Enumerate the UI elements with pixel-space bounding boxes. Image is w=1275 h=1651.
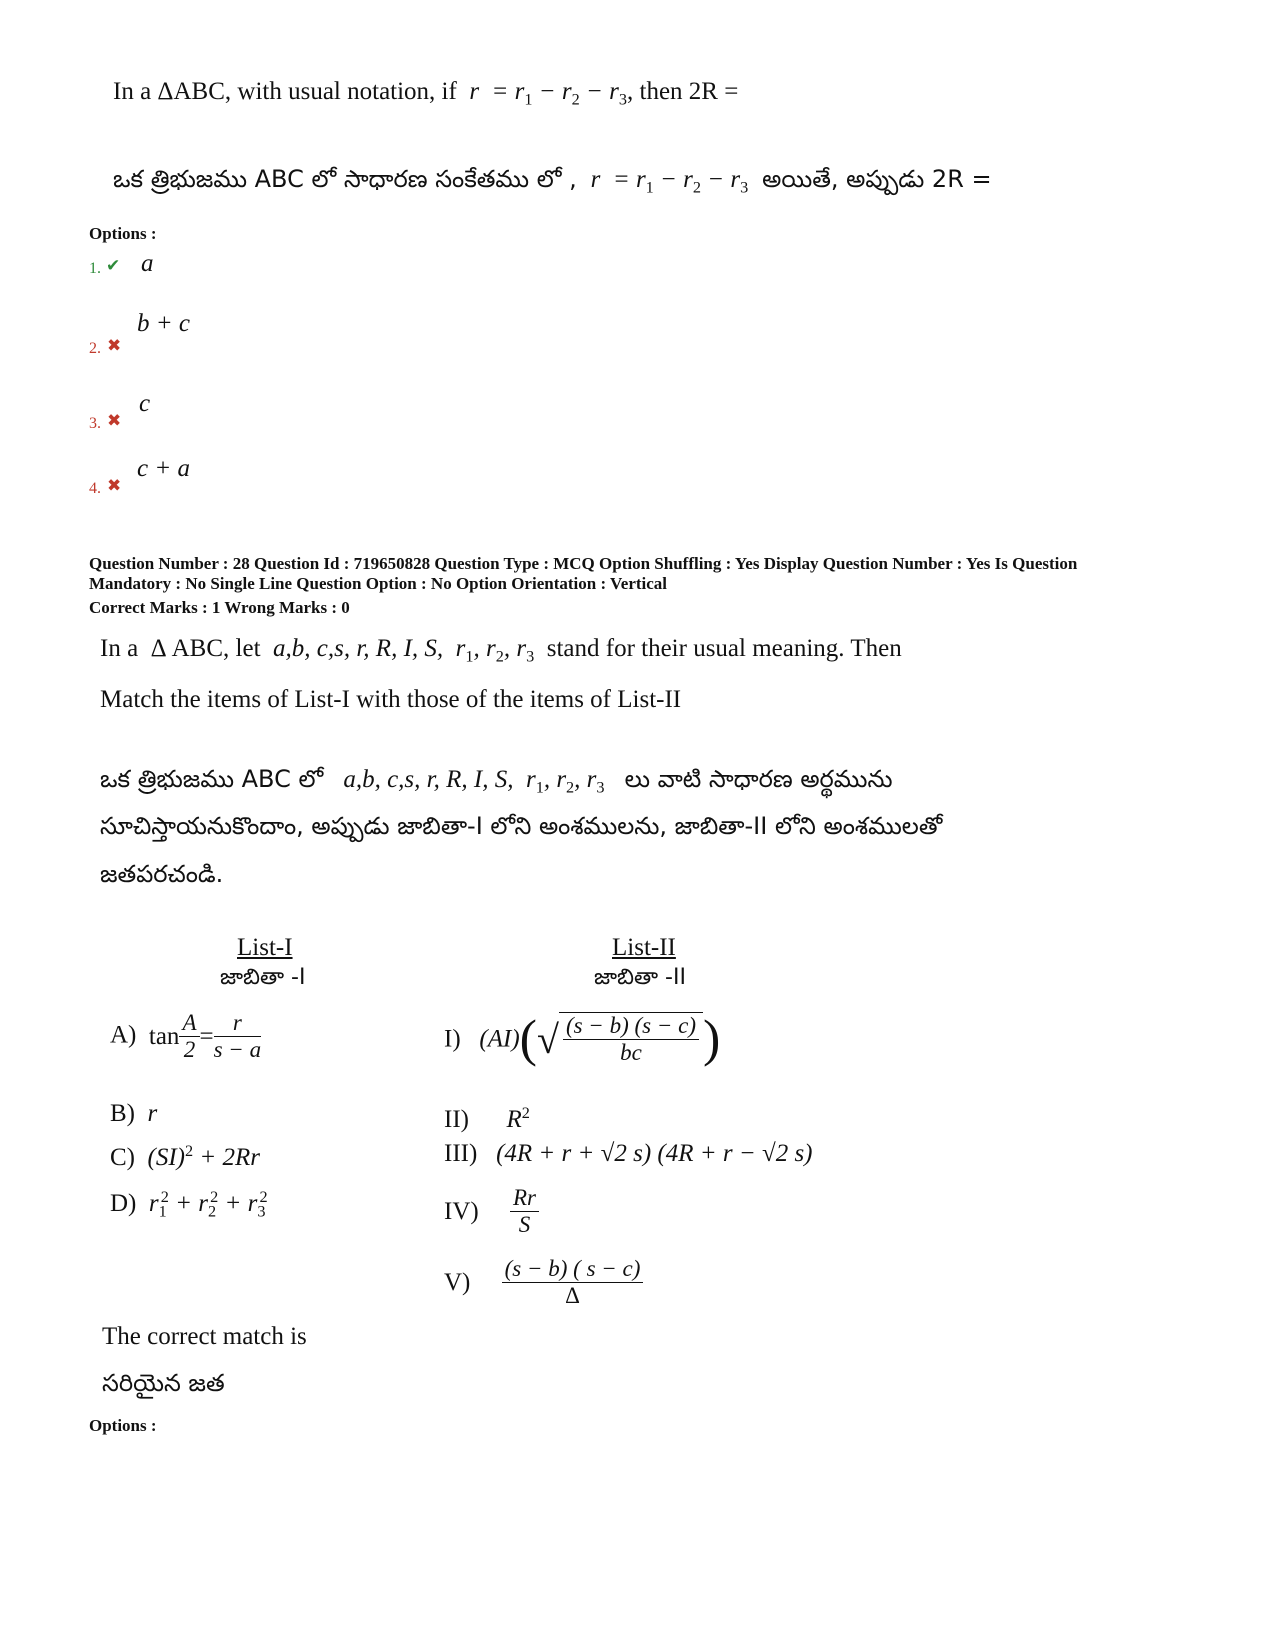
question-marks: Correct Marks : 1 Wrong Marks : 0 <box>89 598 350 617</box>
option-value: c <box>139 390 151 417</box>
list2-item-i: I) (AI)(√ $\frac{(s - b) (s - c)}{bc}$ ) <box>444 1010 721 1068</box>
list2-item-v: V) $\frac{(s - b) ( s - c)}{\Delta}$ <box>444 1256 643 1310</box>
wrong-cross-icon: ✖ <box>107 411 122 430</box>
list1-title: List-I <box>237 934 293 961</box>
list1-item-b: B) r <box>110 1100 158 1127</box>
option-value: a <box>141 250 154 277</box>
correct-match-telugu: సరియైన జత <box>102 1369 225 1397</box>
wrong-cross-icon: ✖ <box>107 336 122 355</box>
q27-question-text: In a ΔABC, with usual notation, if <box>113 78 457 105</box>
list2-title-telugu: జాబితా -II <box>594 965 686 990</box>
wrong-cross-icon: ✖ <box>107 476 122 495</box>
list2-item-iv: IV) $\frac{Rr}{S}$ <box>444 1185 539 1239</box>
q28-options-label: Options : <box>89 1416 157 1435</box>
question-meta-line1: Question Number : 28 Question Id : 719650828 Question Type : MCQ Option Shuffling : Yes Display Question Number : Yes Is Question <box>89 554 1078 573</box>
q28-question-english-line2: Match the items of List-I with those of the items of List-II <box>100 686 682 713</box>
list1-item-a: A) tan $\frac{A}{2}$ = $\frac{r}{s - a}$ <box>110 1010 262 1063</box>
list1-item-c: C) (SI)$^2$ + 2Rr <box>110 1142 260 1171</box>
q28-question-telugu-line3: జతపరచండి. <box>100 860 224 888</box>
list2-title: List-II <box>612 934 676 961</box>
option-value: b + c <box>137 310 190 337</box>
q28-question-telugu-line2: సూచిస్తాయనుకొందాం, అప్పుడు జాబితా-I లోని అంశములను, జాబితా-II లోని అంశములతో <box>100 812 943 840</box>
q28-question-english-line1: In a Δ ABC, let a,b, c,s, r, R, I, S, $r_1$, $r_2$, $r_3$ stand for their usual meaning. Then <box>100 635 902 666</box>
list2-item-ii: II) $R^2$ <box>444 1104 530 1133</box>
list1-item-d: D) $r_1^2 + r_2^2 + r_3^2$ <box>110 1188 268 1221</box>
question-meta-line2: Mandatory : No Single Line Question Option : No Option Orientation : Vertical <box>89 574 668 593</box>
q27-question-telugu: ఒక త్రిభుజము ABC లో సాధారణ సంకేతము లో , $r = r_1 - r_2 - r_3$ అయితే, అప్పుడు 2R = <box>113 165 992 197</box>
option-number: 4. <box>89 480 101 497</box>
correct-check-icon: ✔ <box>106 256 121 275</box>
option-number: 2. <box>89 340 101 357</box>
q27-condition-formula: $r = r_1 - r_2 - r_3$ <box>463 78 627 109</box>
list1-title-telugu: జాబితా -I <box>220 965 306 990</box>
q27-question-english: In a ΔABC, with usual notation, if $r = r_1 - r_2 - r_3$, then 2R = <box>113 78 739 109</box>
q28-symbols: a,b, c,s, r, R, I, S, $r_1$, $r_2$, $r_3$ <box>266 635 535 666</box>
option-number: 1. <box>89 260 101 277</box>
q27-options-label: Options : <box>89 224 157 243</box>
option-number: 3. <box>89 415 101 432</box>
correct-match-english: The correct match is <box>102 1323 307 1350</box>
q28-question-telugu-line1: ఒక త్రిభుజము ABC లో a,b, c,s, r, R, I, S, $r_1$, $r_2$, $r_3$ లు వాటి సాధారణ అర్థమును <box>100 765 893 797</box>
list2-item-iii: III) (4R + r + √2 s) (4R + r − √2 s) <box>444 1140 813 1167</box>
option-value: c + a <box>137 455 190 482</box>
